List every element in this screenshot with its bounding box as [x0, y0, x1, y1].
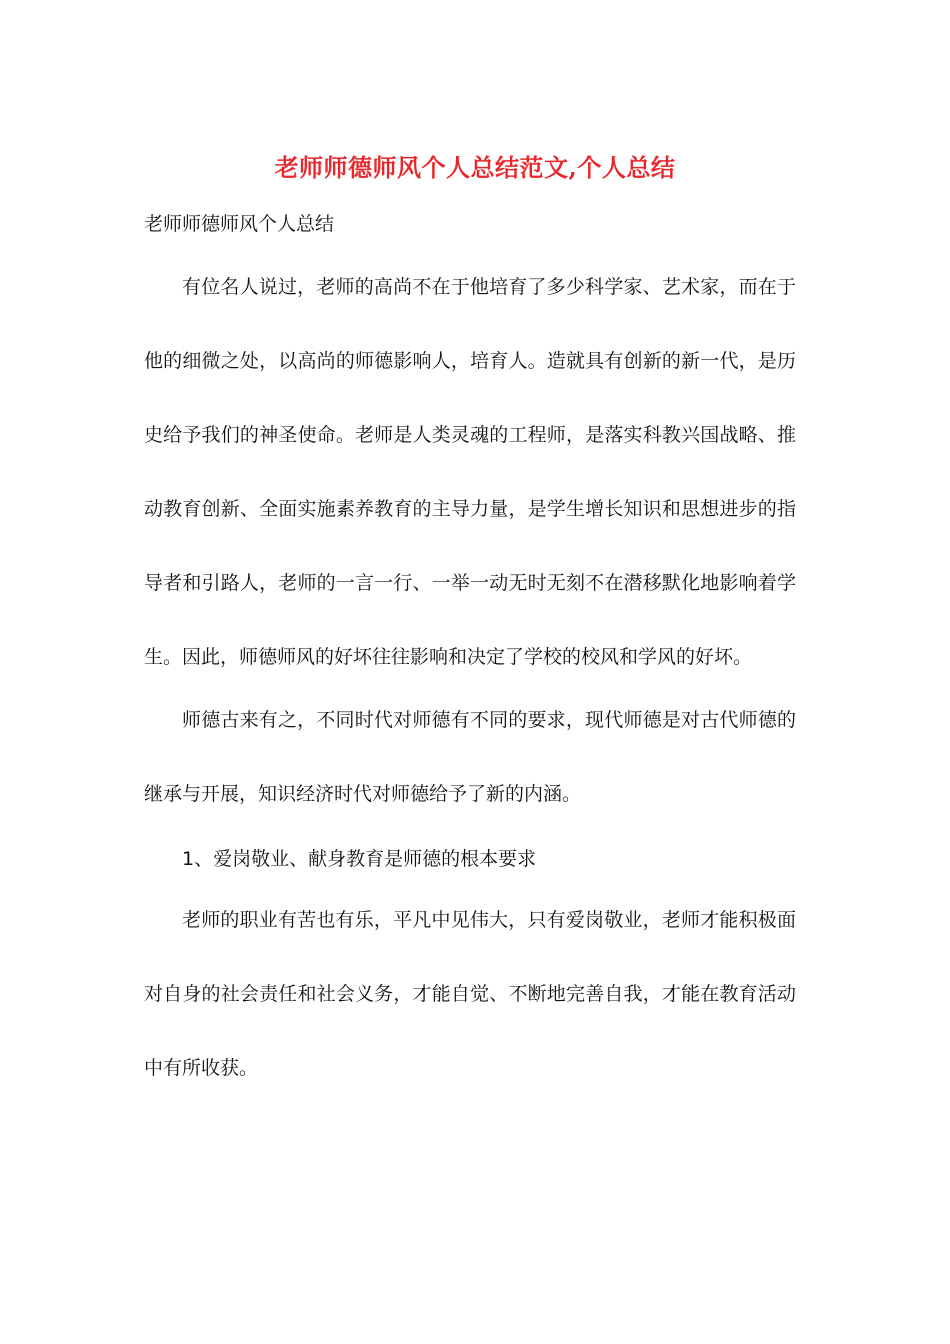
paragraph-1: 有位名人说过，老师的高尚不在于他培育了多少科学家、艺术家，而在于他的细微之处，以高尚的师德影响人，培育人。造就具有创新的新一代，是历史给予我们的神圣使命。老师是人类灵魂的工程师，是落实科教兴国战略、推动教育创新、全面实施素养教育的主导力量，是学生增长知识和思想进步的指导者和引路人，老师的一言一行、一举一动无时无刻不在潜移默化地影响着学生。因此，师德师风的好坏往往影响和决定了学校的校风和学风的好坏。 — [144, 276, 796, 668]
section-heading-1: 1、爱岗敬业、献身教育是师德的根本要求 — [182, 848, 537, 870]
document-title: 老师师德师风个人总结范文,个人总结 — [274, 153, 676, 182]
paragraph-2: 师德古来有之，不同时代对师德有不同的要求，现代师德是对古代师德的继承与开展，知识经济时代对师德给予了新的内涵。 — [144, 709, 796, 805]
document-subtitle: 老师师德师风个人总结 — [144, 213, 335, 235]
paragraph-3: 老师的职业有苦也有乐，平凡中见伟大，只有爱岗敬业，老师才能积极面对自身的社会责任和社会义务，才能自觉、不断地完善自我，才能在教育活动中有所收获。 — [144, 909, 796, 1079]
